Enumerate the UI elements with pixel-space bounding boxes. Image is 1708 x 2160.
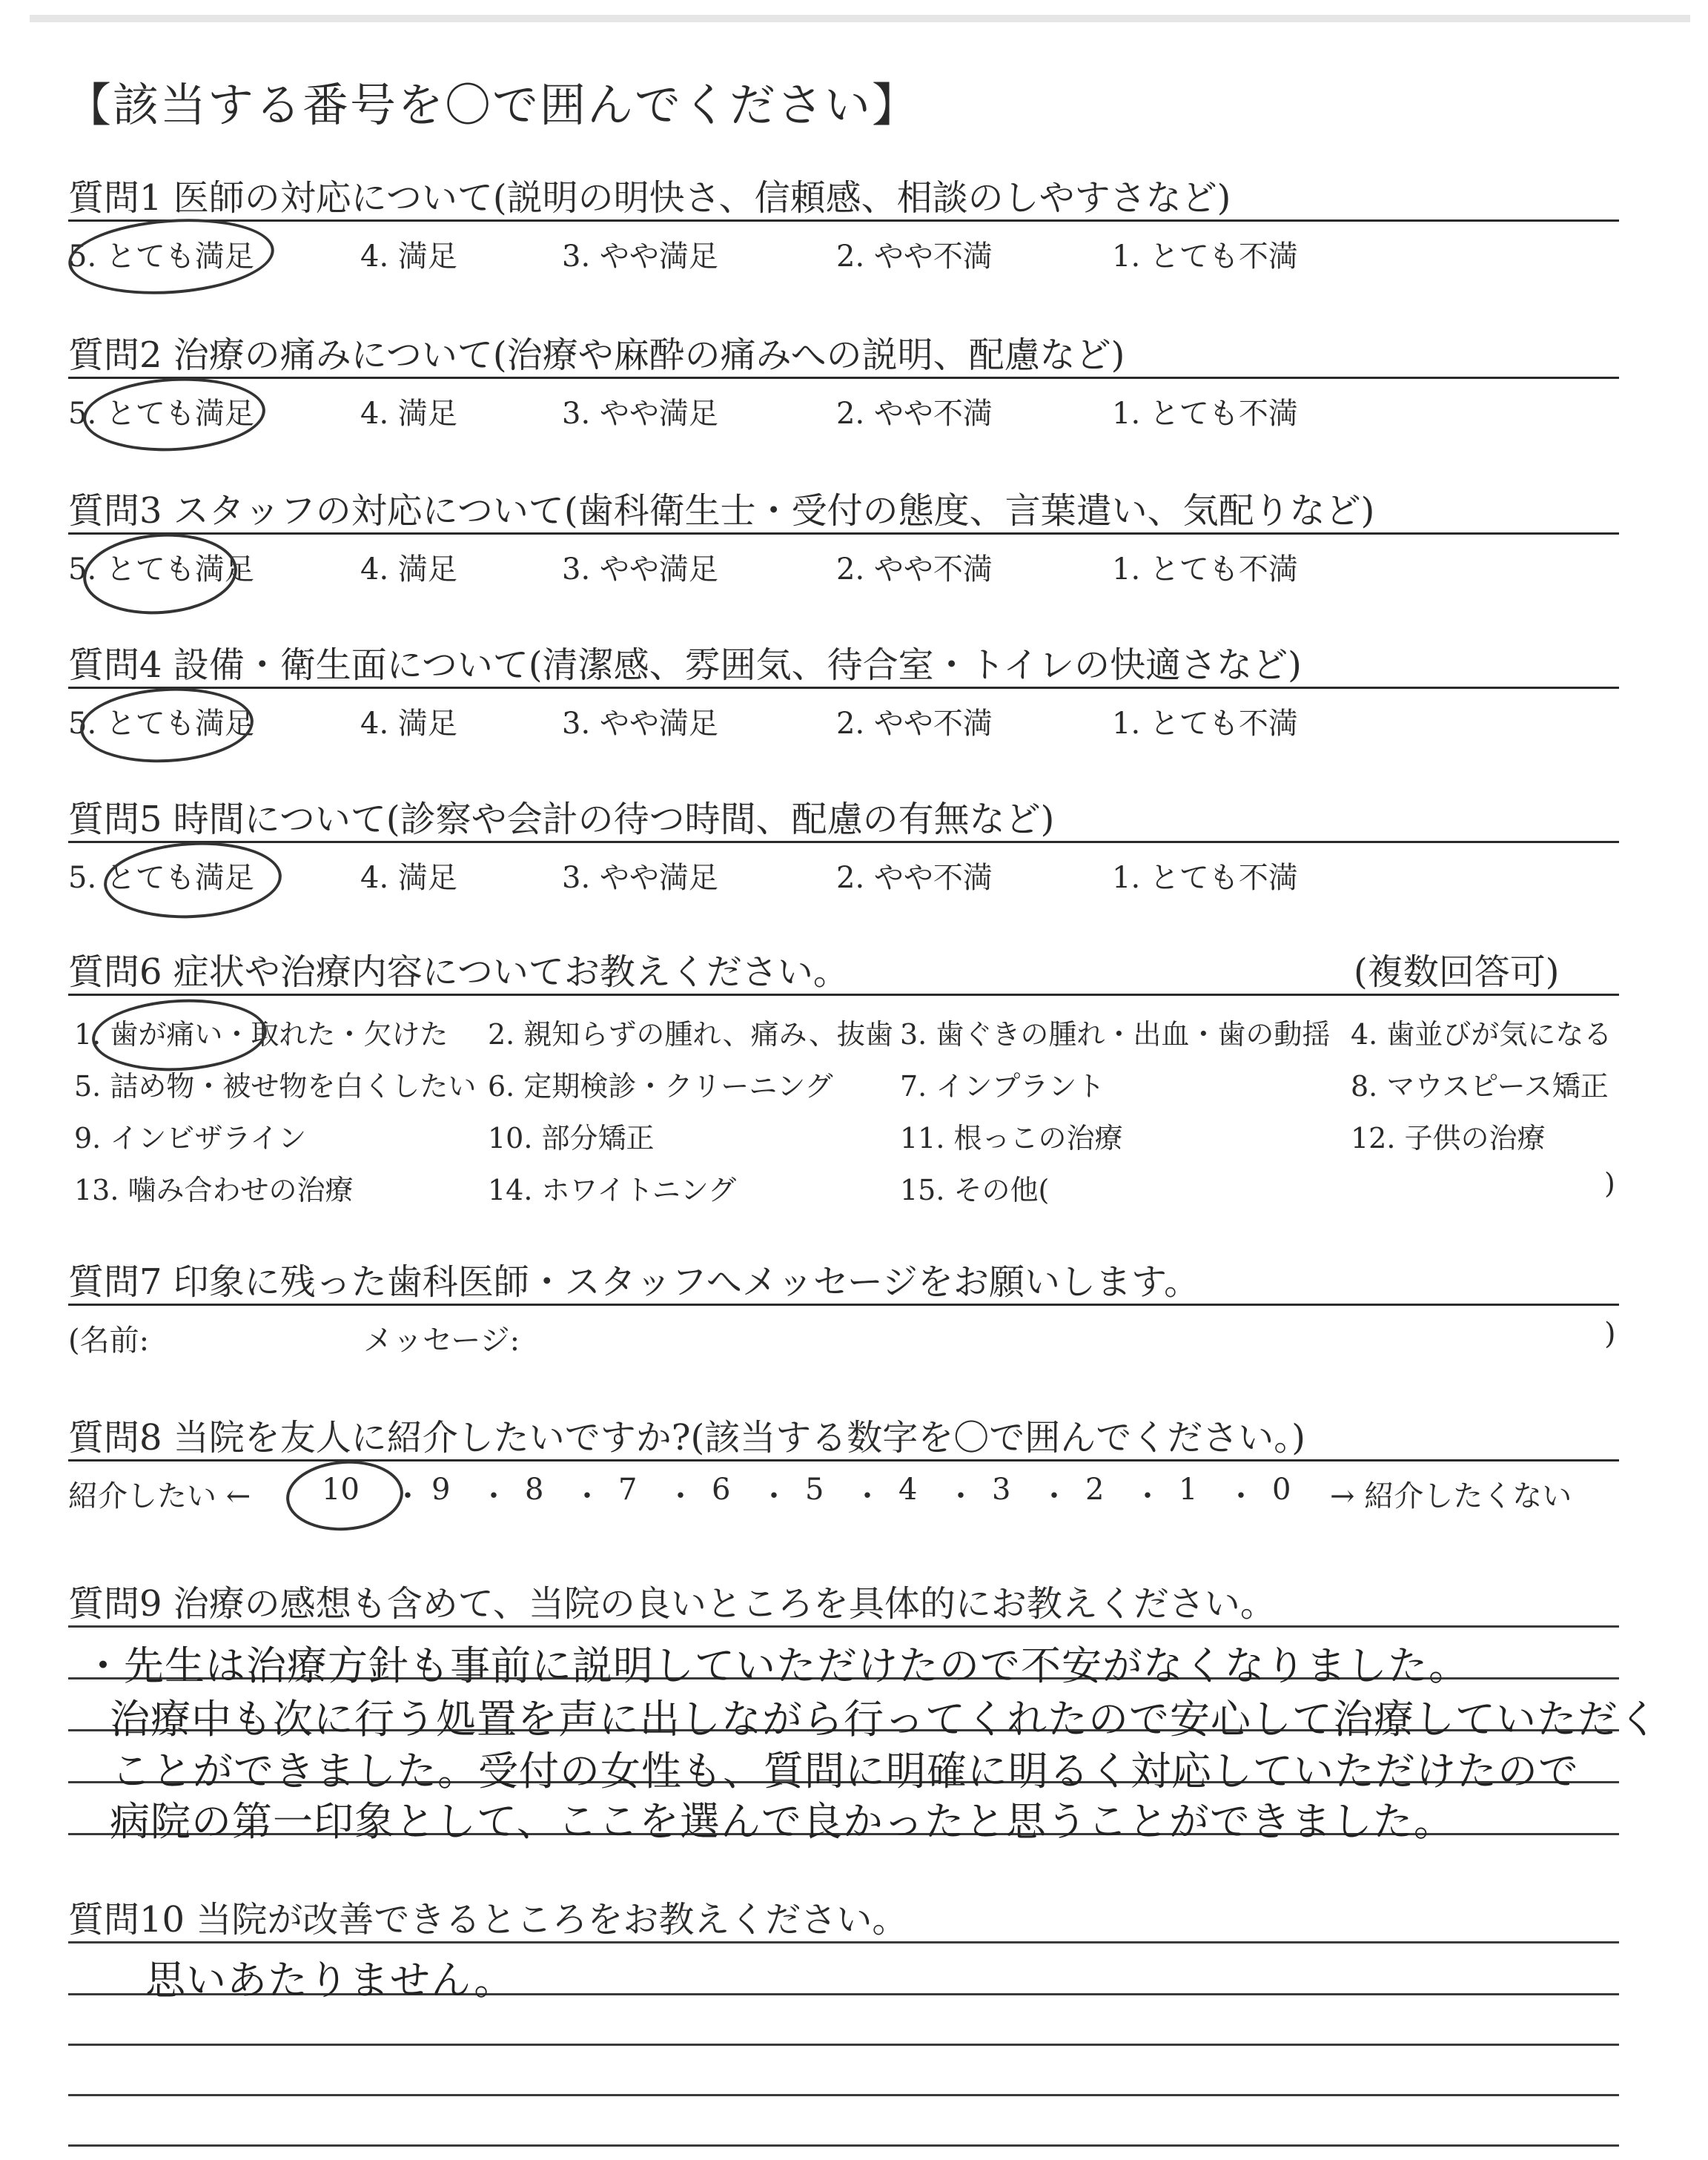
question-4-rule bbox=[68, 687, 1619, 689]
q8-score-3[interactable]: 3 bbox=[992, 1473, 1011, 1507]
q2-answer-circle bbox=[82, 374, 268, 456]
q2-opt-3[interactable]: 3. やや満足 bbox=[562, 397, 718, 431]
q1-opt-1[interactable]: 1. とても不満 bbox=[1112, 240, 1298, 274]
q8-score-4[interactable]: 4 bbox=[898, 1473, 918, 1507]
q3-opt-4[interactable]: 4. 満足 bbox=[360, 552, 457, 587]
q8-score-0[interactable]: 0 bbox=[1272, 1473, 1291, 1507]
q10-answer: 思いあたりません。 bbox=[145, 1957, 515, 2004]
q2-opt-1[interactable]: 1. とても不満 bbox=[1112, 397, 1298, 431]
q7-name-label[interactable]: (名前: bbox=[68, 1324, 150, 1358]
q7-close: ) bbox=[1604, 1317, 1616, 1351]
q5-answer-circle bbox=[102, 838, 283, 922]
q4-opt-1[interactable]: 1. とても不満 bbox=[1112, 707, 1298, 741]
question-3 bbox=[0, 482, 1708, 587]
q1-opt-4[interactable]: 4. 満足 bbox=[360, 240, 457, 274]
q10-line bbox=[68, 1941, 1619, 1943]
question-4-label: 質問4 設備・衛生面について(清潔感、雰囲気、待合室・トイレの快適さなど) bbox=[68, 644, 1302, 686]
q2-opt-4[interactable]: 4. 満足 bbox=[360, 397, 457, 431]
q6-opt-8[interactable]: 8. マウスピース矯正 bbox=[1351, 1070, 1609, 1103]
q3-opt-2[interactable]: 2. やや不満 bbox=[836, 552, 993, 587]
q6-opt-13[interactable]: 13. 噛み合わせの治療 bbox=[74, 1174, 354, 1206]
question-8 bbox=[0, 1409, 1708, 1513]
q8-score-9[interactable]: 9 bbox=[431, 1473, 451, 1507]
question-5-rule bbox=[68, 841, 1619, 843]
q8-score-2[interactable]: 2 bbox=[1085, 1473, 1105, 1507]
q10-line bbox=[68, 2144, 1619, 2147]
q7-message-label[interactable]: メッセージ: bbox=[363, 1324, 520, 1358]
question-3-label: 質問3 スタッフの対応について(歯科衛生士・受付の態度、言葉遣い、気配りなど) bbox=[68, 490, 1375, 532]
q6-opt-10[interactable]: 10. 部分矯正 bbox=[488, 1122, 655, 1155]
q2-opt-5[interactable]: 5. とても満足 bbox=[68, 397, 254, 431]
q4-answer-circle bbox=[79, 684, 256, 767]
question-2-label: 質問2 治療の痛みについて(治療や麻酔の痛みへの説明、配慮など) bbox=[68, 334, 1125, 376]
q4-opt-2[interactable]: 2. やや不満 bbox=[836, 707, 993, 741]
q6-opt-7[interactable]: 7. インプラント bbox=[900, 1070, 1105, 1103]
scan-edge bbox=[30, 15, 1690, 22]
q5-opt-4[interactable]: 4. 満足 bbox=[360, 861, 457, 895]
q8-score-10[interactable]: 10 bbox=[322, 1473, 360, 1507]
q8-left-label: 紹介したい ← bbox=[68, 1479, 251, 1513]
question-6 bbox=[0, 943, 1708, 1206]
q8-sep: ・ bbox=[1133, 1479, 1162, 1513]
question-1-rule bbox=[68, 219, 1619, 222]
q10-line bbox=[68, 2044, 1619, 2046]
q8-score-6[interactable]: 6 bbox=[712, 1473, 731, 1507]
question-1 bbox=[0, 169, 1708, 274]
q1-opt-5[interactable]: 5. とても満足 bbox=[68, 240, 254, 274]
q8-sep: ・ bbox=[666, 1479, 695, 1513]
q8-score-7[interactable]: 7 bbox=[618, 1473, 638, 1507]
q9-line bbox=[68, 1625, 1619, 1628]
q4-opt-4[interactable]: 4. 満足 bbox=[360, 707, 457, 741]
q9-answer-line-2: 治療中も次に行う処置を声に出しながら行ってくれたので安心して治療していただく bbox=[110, 1696, 1659, 1743]
q8-sep: ・ bbox=[572, 1479, 602, 1513]
question-10-label: 質問10 当院が改善できるところをお教えください。 bbox=[68, 1899, 908, 1941]
q8-sep: ・ bbox=[479, 1479, 509, 1513]
q6-opt-3[interactable]: 3. 歯ぐきの腫れ・出血・歯の動揺 bbox=[900, 1018, 1331, 1051]
q4-opt-5[interactable]: 5. とても満足 bbox=[68, 707, 254, 741]
q9-answer-line-3: ことができました。受付の女性も、質問に明確に明るく対応していただけたので bbox=[111, 1748, 1579, 1794]
question-9-label: 質問9 治療の感想も含めて、当院の良いところを具体的にお教えください。 bbox=[68, 1583, 1276, 1625]
q1-opt-3[interactable]: 3. やや満足 bbox=[562, 240, 718, 274]
question-4 bbox=[0, 636, 1708, 741]
q8-sep: ・ bbox=[946, 1479, 976, 1513]
q6-opt-4[interactable]: 4. 歯並びが気になる bbox=[1351, 1018, 1612, 1051]
q5-opt-5[interactable]: 5. とても満足 bbox=[68, 861, 254, 895]
q5-opt-2[interactable]: 2. やや不満 bbox=[836, 861, 993, 895]
question-7-rule bbox=[68, 1304, 1619, 1306]
question-6-label: 質問6 症状や治療内容についてお教えください。 bbox=[68, 951, 849, 993]
form-title: 【該当する番号を〇で囲んでください】 bbox=[65, 78, 920, 132]
q5-opt-1[interactable]: 1. とても不満 bbox=[1112, 861, 1298, 895]
q2-opt-2[interactable]: 2. やや不満 bbox=[836, 397, 993, 431]
question-3-rule bbox=[68, 532, 1619, 535]
q6-opt-12[interactable]: 12. 子供の治療 bbox=[1351, 1122, 1546, 1155]
q6-opt-9[interactable]: 9. インビザライン bbox=[74, 1122, 307, 1155]
q8-sep: ・ bbox=[1039, 1479, 1069, 1513]
q6-opt-15[interactable]: 15. その他( bbox=[900, 1174, 1050, 1206]
q8-score-1[interactable]: 1 bbox=[1179, 1473, 1198, 1507]
q8-score-5[interactable]: 5 bbox=[805, 1473, 824, 1507]
q8-sep: ・ bbox=[853, 1479, 882, 1513]
q3-answer-circle bbox=[80, 529, 239, 619]
question-7-label: 質問7 印象に残った歯科医師・スタッフへメッセージをお願いします。 bbox=[68, 1261, 1200, 1303]
q6-other-close: ) bbox=[1604, 1167, 1615, 1200]
question-7 bbox=[0, 1253, 1708, 1358]
q8-sep: ・ bbox=[393, 1479, 423, 1513]
q9-answer-line-4: 病院の第一印象として、ここを選んで良かったと思うことができました。 bbox=[110, 1798, 1454, 1845]
question-6-rule bbox=[68, 994, 1619, 996]
question-9 bbox=[0, 1575, 1708, 1845]
q8-right-label: → 紹介したくない bbox=[1330, 1479, 1572, 1513]
q1-answer-circle bbox=[66, 212, 277, 300]
q8-score-8[interactable]: 8 bbox=[525, 1473, 544, 1507]
q8-answer-circle bbox=[284, 1457, 406, 1535]
q3-opt-3[interactable]: 3. やや満足 bbox=[562, 552, 718, 587]
question-2-rule bbox=[68, 377, 1619, 379]
q6-opt-1[interactable]: 1. 歯が痛い・取れた・欠けた bbox=[74, 1018, 448, 1051]
question-10 bbox=[0, 1891, 1708, 2004]
q6-opt-2[interactable]: 2. 親知らずの腫れ、痛み、抜歯 bbox=[488, 1018, 893, 1051]
question-8-label: 質問8 当院を友人に紹介したいですか?(該当する数字を〇で囲んでください。) bbox=[68, 1417, 1305, 1459]
q9-answer-line-1: ・先生は治療方針も事前に説明していただけたので不安がなくなりました。 bbox=[83, 1642, 1469, 1689]
question-6-note: (複数回答可) bbox=[1354, 951, 1560, 993]
q6-opt-5[interactable]: 5. 詰め物・被せ物を白くしたい bbox=[74, 1070, 477, 1103]
q8-sep: ・ bbox=[759, 1479, 789, 1513]
question-2 bbox=[0, 326, 1708, 431]
question-8-rule bbox=[68, 1459, 1619, 1462]
question-5-label: 質問5 時間について(診察や会計の待つ時間、配慮の有無など) bbox=[68, 799, 1055, 840]
q8-sep: ・ bbox=[1226, 1479, 1256, 1513]
q6-opt-11[interactable]: 11. 根っこの治療 bbox=[900, 1122, 1123, 1155]
q3-opt-5[interactable]: 5. とても満足 bbox=[68, 552, 254, 587]
q10-line bbox=[68, 2094, 1619, 2096]
q5-opt-3[interactable]: 3. やや満足 bbox=[562, 861, 718, 895]
q6-opt-6[interactable]: 6. 定期検診・クリーニング bbox=[488, 1070, 833, 1103]
question-5 bbox=[0, 790, 1708, 895]
question-1-label: 質問1 医師の対応について(説明の明快さ、信頼感、相談のしやすさなど) bbox=[68, 177, 1231, 219]
q6-opt-14[interactable]: 14. ホワイトニング bbox=[488, 1174, 737, 1206]
q4-opt-3[interactable]: 3. やや満足 bbox=[562, 707, 718, 741]
q3-opt-1[interactable]: 1. とても不満 bbox=[1112, 552, 1298, 587]
q1-opt-2[interactable]: 2. やや不満 bbox=[836, 240, 993, 274]
